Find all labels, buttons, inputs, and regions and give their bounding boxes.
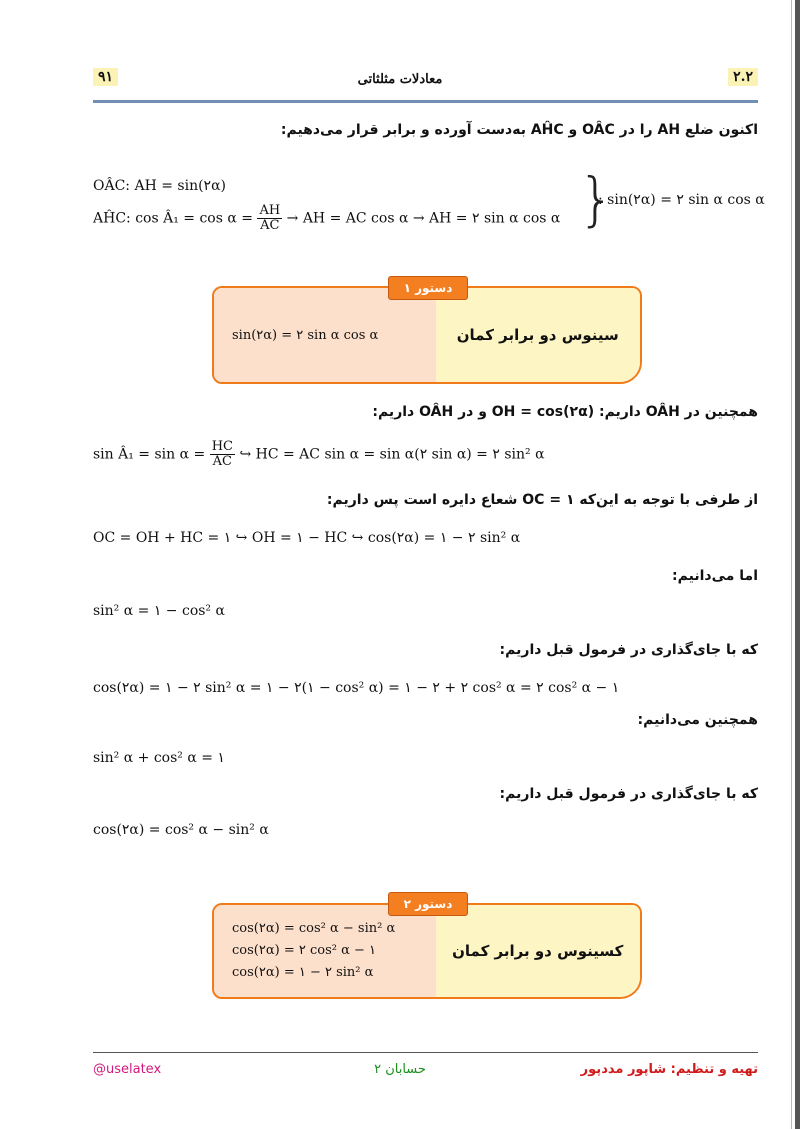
formula-box-2-formulas xyxy=(214,905,436,997)
paragraph-7: که با جای‌گذاری در فرمول قبل داریم: xyxy=(499,786,758,802)
equation-sin-sq: sin² α = ۱ − cos² α xyxy=(93,603,225,619)
paragraph-1: اکنون ضلع AH را در OÂC و AĤC به‌دست آورده و برابر قرار می‌دهیم: xyxy=(280,122,758,138)
formula-box-1-formulas xyxy=(214,288,436,382)
equation-oac: OÂC: AH = sin(۲α) xyxy=(93,178,226,194)
page-edge-line xyxy=(791,0,792,1129)
footer-rule xyxy=(93,1052,758,1053)
equation-hc xyxy=(93,440,545,469)
page-number: ۹۱ xyxy=(93,68,118,86)
formula-box-1-tag: دستور ۱ xyxy=(388,276,468,300)
formula-box-2-tag: دستور ۲ xyxy=(388,892,468,916)
paragraph-5: که با جای‌گذاری در فرمول قبل داریم: xyxy=(499,642,758,658)
paragraph-2: همچنین در OÂH داریم: OH = cos(۲α) و در OÂH داریم: xyxy=(372,404,758,420)
paragraph-3: از طرفی با توجه به این‌که ۱ = OC شعاع دایره است پس داریم: xyxy=(326,492,758,508)
fraction-numerator: HC xyxy=(211,439,233,454)
footer-course: حسابان ۲ xyxy=(374,1062,426,1077)
footer-handle: @uselatex xyxy=(93,1062,162,1077)
equation-hc-post: ↪ HC = AC sin α = sin α(۲ sin α) = ۲ sin² α xyxy=(239,446,545,463)
right-brace-icon: } xyxy=(578,165,615,233)
formula-box-1-title: سینوس دو برابر کمان xyxy=(436,288,640,382)
equation-oc: OC = OH + HC = ۱ ↪ OH = ۱ − HC ↪ cos(۲α) = ۱ − ۲ sin² α xyxy=(93,530,521,546)
formula-box-2-formula-1: cos(۲α) = cos² α − sin² α xyxy=(232,921,396,936)
section-number: ۲.۲ xyxy=(728,68,758,86)
fraction-hc-ac xyxy=(210,440,235,469)
page-edge xyxy=(795,0,800,1129)
equation-pythagorean: sin² α + cos² α = ۱ xyxy=(93,750,225,766)
equation-hc-pre: sin Â₁ = sin α = xyxy=(93,446,206,463)
fraction-ah-ac xyxy=(257,204,282,233)
formula-box-2-formula-3: cos(۲α) = ۱ − ۲ sin² α xyxy=(232,965,374,980)
footer-author: تهیه و تنظیم: شاپور مددپور xyxy=(580,1062,758,1077)
formula-box-2-formula-2: cos(۲α) = ۲ cos² α − ۱ xyxy=(232,943,376,958)
formula-box-1 xyxy=(212,286,642,384)
page-header-title: معادلات مثلثاتی xyxy=(357,72,443,87)
equation-sin2a-result: : sin(۲α) = ۲ sin α cos α xyxy=(598,192,765,208)
fraction-denominator: AC xyxy=(212,454,233,469)
equation-ahc xyxy=(93,204,560,233)
paragraph-6: همچنین می‌دانیم: xyxy=(637,712,758,728)
formula-box-1-formula: sin(۲α) = ۲ sin α cos α xyxy=(232,327,379,343)
header-rule xyxy=(93,100,758,103)
equation-ahc-pre: AĤC: cos Â₁ = cos α = xyxy=(93,210,253,227)
equation-ahc-post: → AH = AC cos α → AH = ۲ sin α cos α xyxy=(286,210,561,227)
formula-box-2-title: کسینوس دو برابر کمان xyxy=(436,905,640,997)
fraction-numerator: AH xyxy=(259,203,281,218)
fraction-denominator: AC xyxy=(260,218,280,233)
paragraph-4: اما می‌دانیم: xyxy=(672,568,758,584)
formula-box-2 xyxy=(212,903,642,999)
equation-cos2a-derivation: cos(۲α) = ۱ − ۲ sin² α = ۱ − ۲(۱ − cos² α) = ۱ − ۲ + ۲ cos² α = ۲ cos² α − ۱ xyxy=(93,680,620,696)
equation-cos2a: cos(۲α) = cos² α − sin² α xyxy=(93,822,269,838)
